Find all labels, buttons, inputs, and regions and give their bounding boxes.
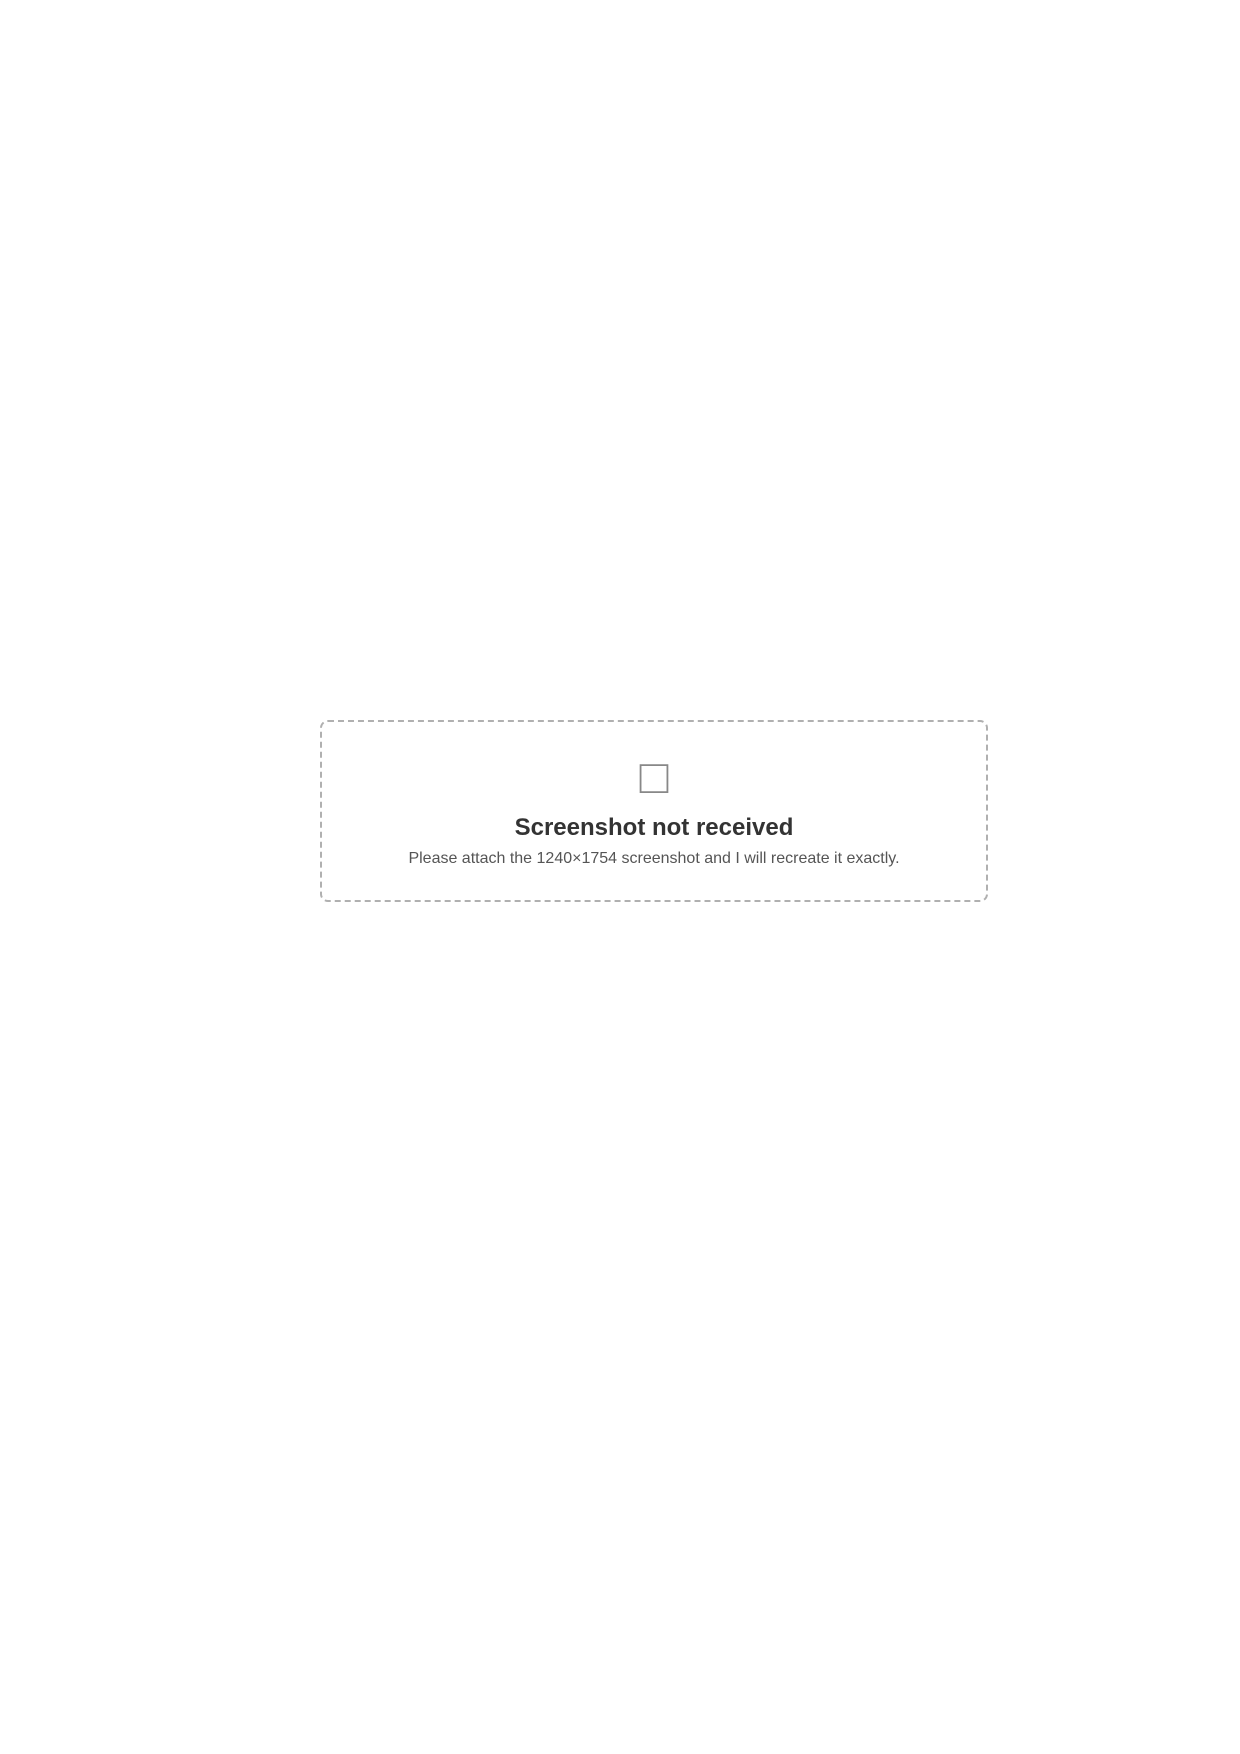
notice-title: Screenshot not received: [514, 814, 794, 841]
notice-body: Please attach the 1240×1754 screenshot and I will recreate it exactly.: [408, 850, 900, 867]
image-missing-icon: □: [639, 751, 669, 804]
missing-image-notice: [320, 720, 988, 902]
